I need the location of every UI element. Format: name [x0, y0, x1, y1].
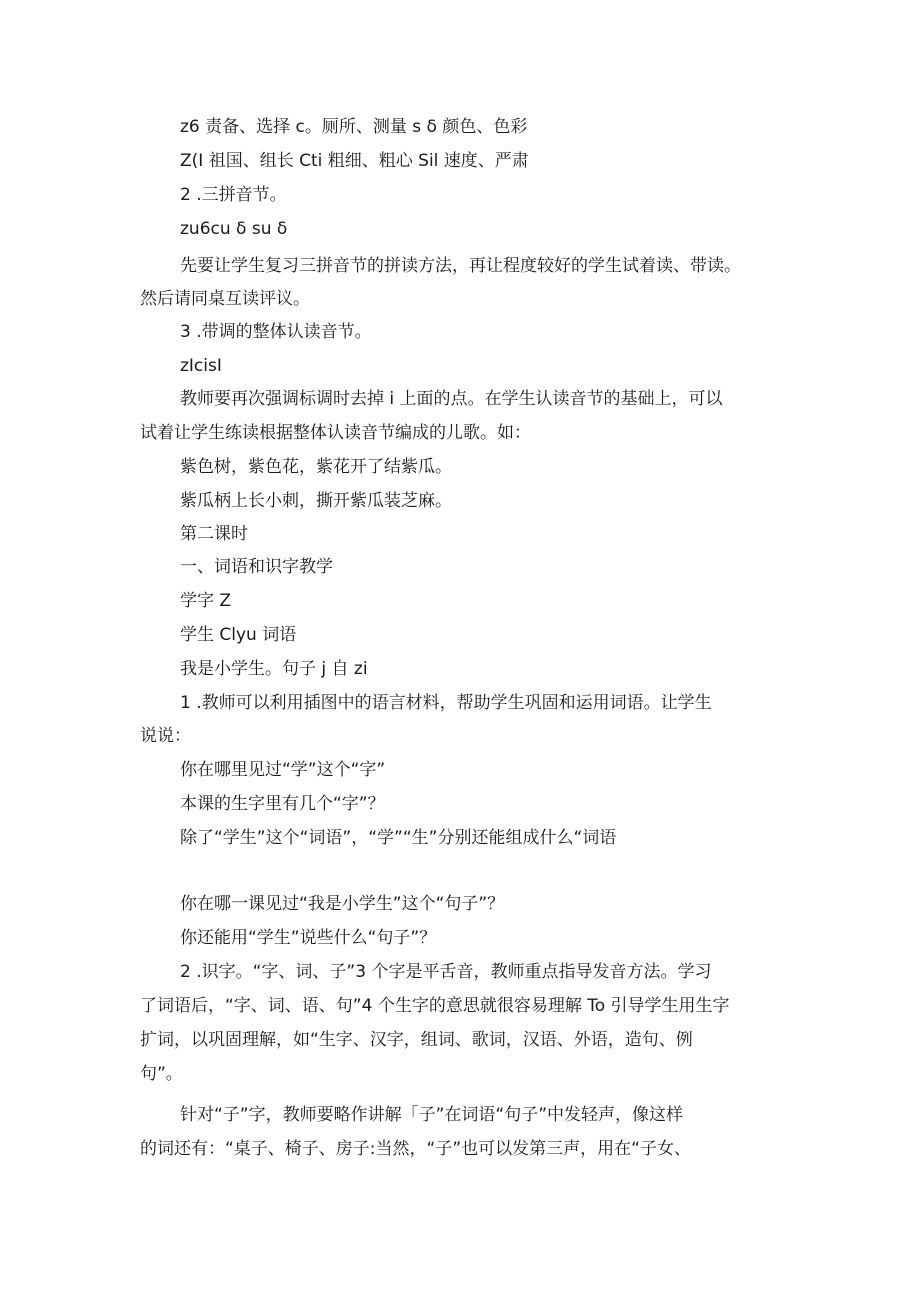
paragraph-line: 2 .识字。“字、词、子”3 个字是平舌音，教师重点指导发音方法。学习 [180, 962, 712, 982]
paragraph-line: 的词还有：“桌子、椅子、房子:当然，“子”也可以发第三声，用在“子女、 [140, 1139, 691, 1159]
question-line: 你在哪一课见过“我是小学生”这个“句子”？ [180, 894, 505, 914]
rhyme-line: 紫色树，紫色花，紫花开了结紫瓜。 [180, 457, 452, 477]
pinyin-line-1: z6 责备、选择 c。厕所、测量 s δ 颜色、色彩 [180, 117, 528, 137]
pinyin-line-3: zu6cu δ su δ [180, 219, 288, 239]
section-heading-whole-syllable: 3 .带调的整体认读音节。 [180, 322, 372, 342]
question-line: 你在哪里见过“学”这个“字” [180, 760, 386, 780]
paragraph-line: 先要让学生复习三拼音节的拼读方法，再让程度较好的学生试着读、带读。 [180, 256, 741, 276]
lesson-heading: 第二课时 [180, 524, 248, 544]
example-line: 我是小学生。句子 j 自 zi [180, 659, 368, 679]
example-line: 学生 Clyu 词语 [180, 625, 297, 645]
question-line: 你还能用“学生”说些什么“句子”？ [180, 928, 437, 948]
paragraph-line: 扩词，以巩固理解，如“生字、汉字，组词、歌词，汉语、外语，造句、例 [140, 1030, 693, 1050]
pinyin-line-4: zIcisI [180, 356, 222, 376]
section-heading-triple-syllable: 2 .三拼音节。 [180, 185, 287, 205]
paragraph-line: 针对“子”字，教师要略作讲解「子”在词语“句子”中发轻声，像这样 [180, 1105, 684, 1125]
paragraph-line: 试着让学生练读根据整体认读音节编成的儿歌。如： [140, 423, 531, 443]
example-line: 学字 Z [180, 591, 232, 611]
paragraph-line: 教师要再次强调标调时去掉 i 上面的点。在学生认读音节的基础上，可以 [180, 389, 723, 409]
paragraph-line: 然后请同桌互读评议。 [140, 289, 310, 309]
section-heading: 一、词语和识字教学 [180, 557, 333, 577]
rhyme-line: 紫瓜柄上长小刺，撕开紫瓜装芝麻。 [180, 491, 452, 511]
paragraph-line: 1 .教师可以利用插图中的语言材料，帮助学生巩固和运用词语。让学生 [180, 693, 712, 713]
pinyin-line-2: Z(I 祖国、组长 Cti 粗细、粗心 Sil 速度、严肃 [180, 151, 529, 171]
question-line: 除了“学生”这个“词语”，“学”“生”分别还能组成什么“词语 [180, 828, 617, 848]
paragraph-line: 说说： [140, 726, 191, 746]
paragraph-line: 了词语后，“字、词、语、句”4 个生字的意思就很容易理解 To 引导学生用生字 [140, 996, 730, 1016]
paragraph-line: 句”。 [140, 1064, 183, 1084]
question-line: 本课的生字里有几个“字”？ [180, 794, 385, 814]
